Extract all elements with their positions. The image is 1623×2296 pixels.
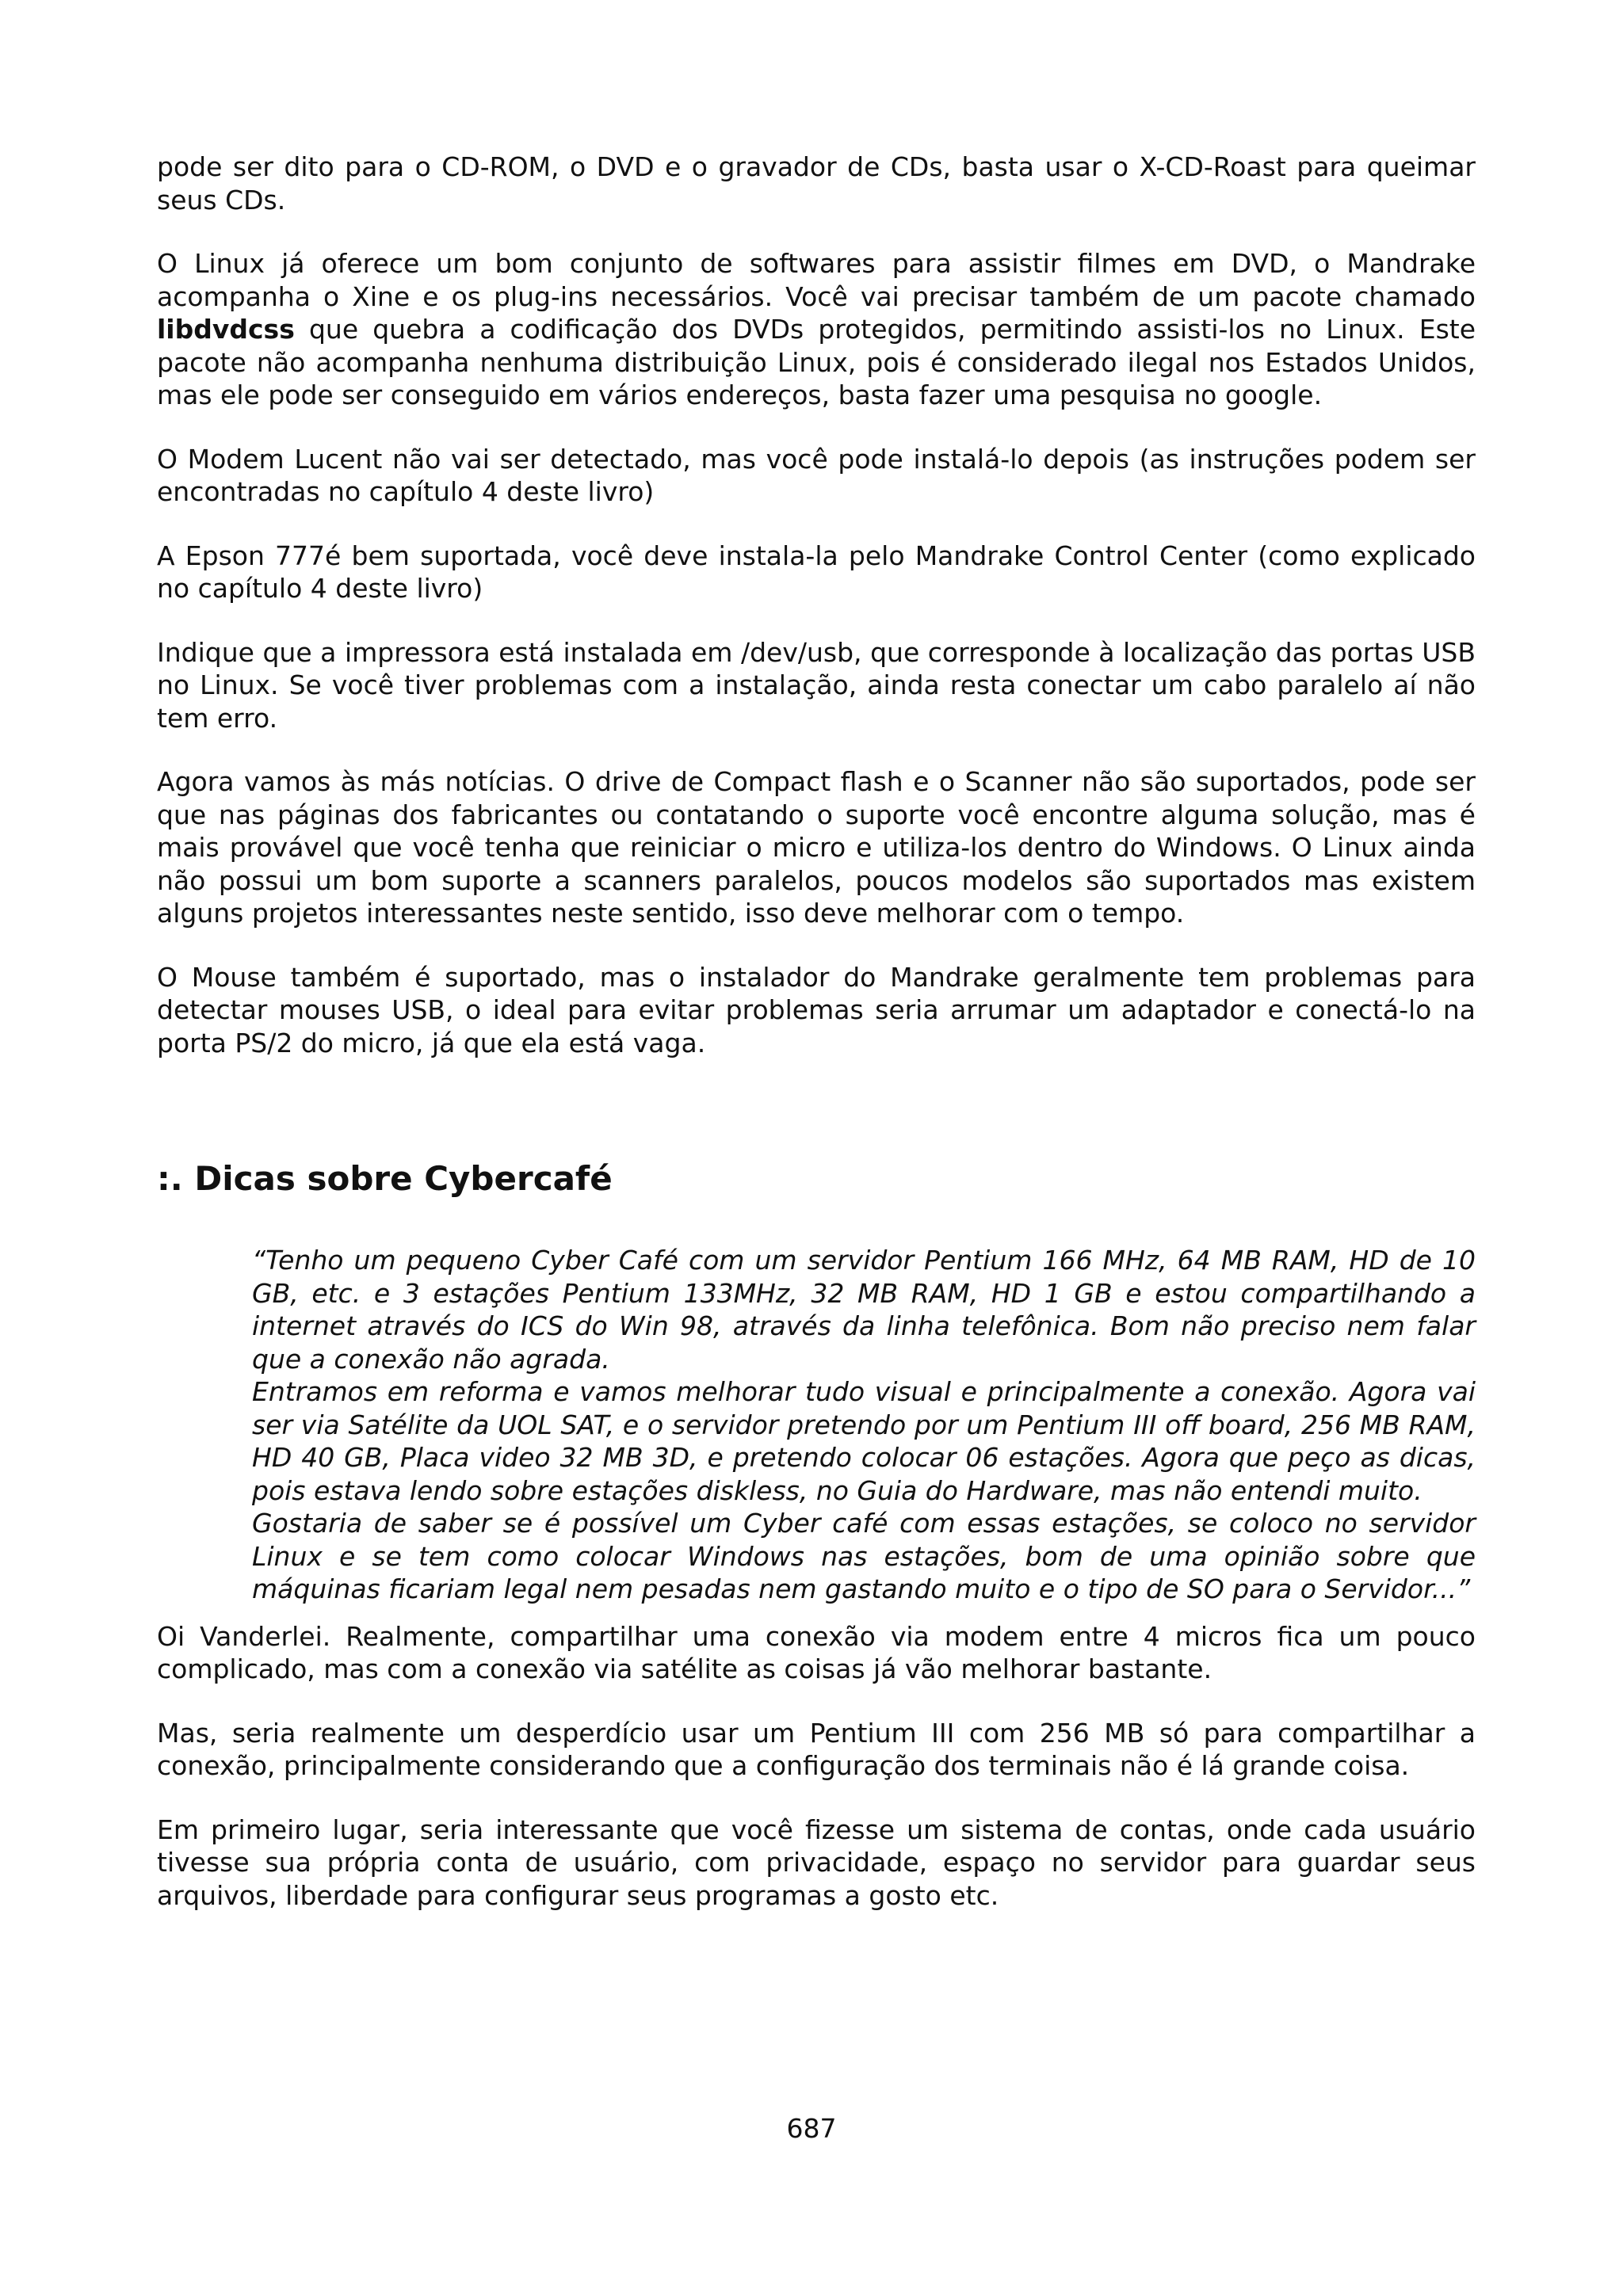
quote-paragraph: Gostaria de saber se é possível um Cyber café com essas estações, se coloco no servidor Linux e se tem como colocar Windows nas estações, bom de uma opinião sobre que máquinas ficariam legal nem pesadas nem gastando muito e o tipo de SO para o Servidor...”	[252, 1508, 1476, 1604]
paragraph-bad-news: Agora vamos às más notícias. O drive de Compact flash e o Scanner não são suportados, pode ser que nas páginas dos fabricantes ou contatando o suporte você encontre alguma solução, mas é mais provável que você tenha que reiniciar o micro e utiliza-los dentro do Windows. O Linux ainda não possui um bom suporte a scanners paralelos, poucos modelos são suportados mas existem alguns projetos interessantes neste sentido, isso deve melhorar com o tempo.	[157, 766, 1476, 929]
answer-paragraph: Oi Vanderlei. Realmente, compartilhar uma conexão via modem entre 4 micros fica um pouco complicado, mas com a conexão via satélite as coisas já vão melhorar bastante.	[157, 1620, 1476, 1684]
paragraph-printer-usb: Indique que a impressora está instalada em /dev/usb, que corresponde à localização das portas USB no Linux. Se você tiver problemas com a instalação, ainda resta conectar um cabo paralelo aí não tem erro.	[157, 636, 1476, 734]
section-heading: :. Dicas sobre Cybercafé	[157, 1159, 613, 1198]
answer-paragraph: Mas, seria realmente um desperdício usar um Pentium III com 256 MB só para compartilhar a conexão, principalmente considerando que a configuração dos terminais não é lá grande coisa.	[157, 1717, 1476, 1781]
paragraph-modem-lucent: O Modem Lucent não vai ser detectado, mas você pode instalá-lo depois (as instruções podem ser encontradas no capítulo 4 deste livro)	[157, 443, 1476, 507]
quote-paragraph: “Tenho um pequeno Cyber Café com um servidor Pentium 166 MHz, 64 MB RAM, HD de 10 GB, etc. e 3 estações Pentium 133MHz, 32 MB RAM, HD 1 GB e estou compartilhando a internet através do ICS do Win 98, através da linha telefônica. Bom não preciso nem falar que a conexão não agrada.	[252, 1245, 1476, 1375]
answer-paragraph: Em primeiro lugar, seria interessante que você fizesse um sistema de contas, onde cada usuário tivesse sua própria conta de usuário, com privacidade, espaço no servidor para guardar seus arquivos, liberdade para configurar seus programas a gosto etc.	[157, 1814, 1476, 1911]
page-content	[157, 151, 1476, 1943]
page-number: 687	[786, 2113, 837, 2144]
paragraph-cd-roast: pode ser dito para o CD-ROM, o DVD e o gravador de CDs, basta usar o X-CD-Roast para queimar seus CDs.	[157, 151, 1476, 215]
paragraph-dvd-text-before: O Linux já oferece um bom conjunto de softwares para assistir filmes em DVD, o Mandrake acompanha o Xine e os plug-ins necessários. Você vai precisar também de um pacote chamado	[157, 248, 1476, 312]
reader-question-quote	[252, 1244, 1476, 1606]
libdvdcss-term: libdvdcss	[157, 314, 295, 345]
paragraph-mouse: O Mouse também é suportado, mas o instalador do Mandrake geralmente tem problemas para detectar mouses USB, o ideal para evitar problemas seria arrumar um adaptador e conectá-lo na porta PS/2 do micro, já que ela está vaga.	[157, 961, 1476, 1058]
paragraph-dvd-text-after: que quebra a codificação dos DVDs protegidos, permitindo assisti-los no Linux. Este pacote não acompanha nenhuma distribuição Linux, pois é considerado ilegal nos Estados Unidos, mas ele pode ser conseguido em vários endereços, basta fazer uma pesquisa no google.	[157, 314, 1476, 410]
paragraph-epson-printer: A Epson 777é bem suportada, você deve instala-la pelo Mandrake Control Center (como explicado no capítulo 4 deste livro)	[157, 540, 1476, 604]
quote-paragraph: Entramos em reforma e vamos melhorar tudo visual e principalmente a conexão. Agora vai ser via Satélite da UOL SAT, e o servidor pretendo por um Pentium III off board, 256 MB RAM, HD 40 GB, Placa video 32 MB 3D, e pretendo colocar 06 estações. Agora que peço as dicas, pois estava lendo sobre estações diskless, no Guia do Hardware, mas não entendi muito.	[252, 1376, 1476, 1506]
paragraph-dvd-software	[157, 247, 1476, 412]
